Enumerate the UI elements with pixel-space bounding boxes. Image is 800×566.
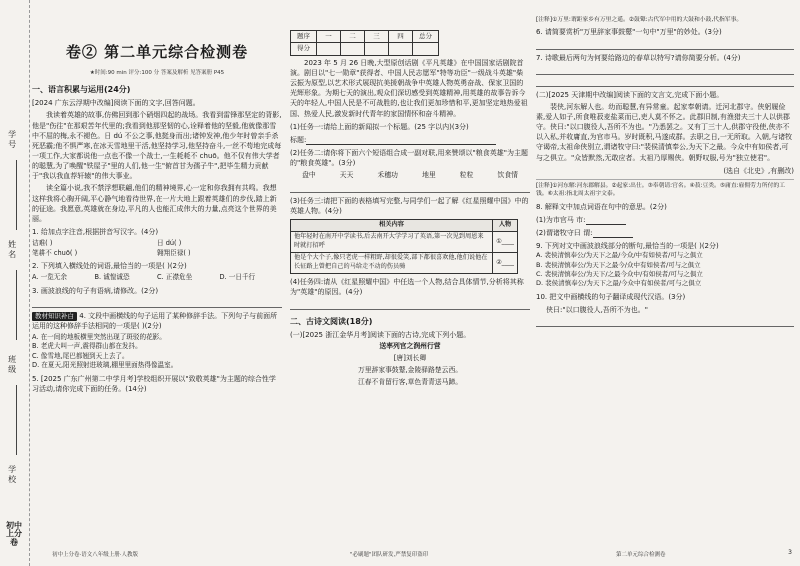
score-header: 二	[341, 31, 365, 43]
question-5: 5. [2025 广东广州第二中学月考]学校组织开展以"致敬英雄"为主题的综合性学习活动,请你完成下面的任务。(14分)	[32, 374, 276, 393]
table-cell: 他年轻时在南开中学读书,后去南开大学学习了英语,第一次见到周恩来时就打招呼	[291, 232, 493, 253]
poem-intro: (一)[2025 浙江金华月考]阅读下面的古诗,完成下列小题。	[290, 331, 471, 340]
word: 盘中	[302, 171, 316, 180]
binding-line	[16, 160, 17, 230]
question-4-wrap	[32, 311, 282, 332]
passage-intro: [2024 广东云浮期中改编]阅读下面的文字,回答问题。	[32, 99, 200, 108]
option-b[interactable]: B. 老虎大叫一声,震得群山都在发抖。	[32, 342, 142, 351]
classical-notes: [注释]①河东解:河东郡解县。②起家:出仕。③奉朝请:官名。④菽:豆类。⑤庸直:雇佣劳力所付的工钱。⑥太祖:指北周太祖宇文泰。	[536, 179, 794, 199]
q10-sentence: 侠曰:"以口腹役人,吾所不为也。"	[546, 305, 649, 314]
answer-line[interactable]	[290, 183, 530, 193]
score-cell[interactable]	[365, 43, 389, 55]
middle-footer: "必刷题"团队研发,严禁复印盗印	[350, 552, 429, 559]
exam-meta: ★时间:90 min 评分:100 分 答案及解析 见答案册 P45	[89, 69, 225, 76]
word: 禾穗功	[377, 171, 398, 180]
option-c[interactable]: C. 正襟危坐	[157, 273, 193, 282]
word: 饮食情	[497, 171, 518, 180]
option-d[interactable]: D. 裴侯清慎奉公/为天下之最/今众中有如侯者/可与之俱立	[536, 279, 702, 288]
table-cell: 他是个大个子,像只老虎一样粗野,却很爱笑,部下都很喜欢他,他们说他在长征路上曾把自己的马给走不动的伤员骑	[291, 253, 493, 274]
option-c[interactable]: C. 像雪地,尾巴都翘到天上去了。	[32, 351, 129, 360]
poem-line: 江春不肯留行客,草色青青送马蹄。	[357, 377, 463, 386]
score-row-label: 得分	[291, 43, 317, 55]
brand-logo: 初中上分卷	[6, 520, 22, 548]
option-d[interactable]: D. 在夏天,阳光照射进玻璃,棚里里面热得像温室。	[32, 361, 178, 370]
exam-title: 卷② 第二单元综合检测卷	[65, 43, 249, 61]
score-header: 总分	[413, 31, 439, 43]
news-paragraph: 2023 年 5 月 26 日晚,大型原创话剧《平凡英雄》在中国国家话剧院首演。剧目以"七一勋章"获得者、中国人民志愿军"特等功臣"一级战斗英雄"柴云振为原型,以艺术形式展现抗美援朝战争中英雄人物英勇奋战、保家卫国的光辉形象。为期七天的演出,观众们深切感受到英雄精神,用英雄的故事告诉今天的年轻人,中国人民是不可战胜的,也让我们更加珍惜和平,更加坚定地热爱祖国、热爱人民,激发新时代青年的家国情怀和奋斗精神。	[290, 58, 528, 118]
hero-table	[290, 219, 518, 274]
answer-blank[interactable]	[306, 137, 496, 145]
score-cell[interactable]	[341, 43, 365, 55]
classical-intro: (二)[2025 天津期中改编]阅读下面的文言文,完成下面小题。	[536, 90, 724, 99]
passage-paragraph: 读全篇小说,我不禁浮想联翩,他们的精神境界,心一定和你我拥有共鸣。我想这样我将心胸开阔,平心静气地看待世界,在一片大地上跟着英雄们的步伐,踏上新的征途。我愿意,英雄就在身边,平凡的人也能汇成伟大的力量,点亮这个世界的美丽。	[32, 184, 277, 223]
question-3: 3. 画波浪线的句子有语病,请修改。(2分)	[32, 286, 159, 295]
question-7: 7. 诗歌最后两句为何要给路边的春草以特写?请你简要分析。(4分)	[536, 53, 741, 62]
question-4: 4. 文段中画横线的句子运用了某种修辞手法。下列句子与前面所运用的这种修辞手法相同的一项是( )(2分)	[32, 312, 278, 331]
binding-line	[16, 270, 17, 340]
score-header: 一	[317, 31, 341, 43]
left-footer: 初中上分卷·语文八年级上册·人教版	[52, 552, 138, 559]
binding-label-id: 学号	[7, 130, 17, 150]
option-b[interactable]: B. 裴侯清慎奉公/为天下之最今/众中有如侯者/可与之俱立	[536, 260, 701, 269]
answer-blank[interactable]	[593, 230, 633, 238]
q4-options	[32, 333, 282, 371]
section-heading: 二、古诗文阅读(18分)	[290, 316, 373, 326]
answer-line[interactable]	[290, 300, 530, 310]
option-b[interactable]: B. 诚惶诚恐	[94, 273, 130, 282]
table-answer-cell[interactable]: ②____	[493, 253, 518, 274]
table-row	[291, 253, 518, 274]
q1-item[interactable]: 日 dú( )	[157, 239, 182, 248]
question-8: 8. 解释文中加点词语在句中的意思。(2分)	[536, 202, 667, 211]
couplet-words	[290, 171, 530, 181]
binding-margin	[0, 0, 30, 566]
answer-line[interactable]	[536, 40, 794, 50]
question-1: 1. 给加点字注音,根据拼音写汉字。(4分)	[32, 228, 159, 236]
textbook-tag: 教材知识补白	[32, 312, 77, 321]
question-6: 6. 请简要赏析"万里辞家事鼓鼙"一句中"万里"的妙处。(3分)	[536, 28, 722, 37]
score-header: 题序	[291, 31, 317, 43]
binding-label-school: 学校	[7, 465, 17, 485]
section-heading: 一、语言积累与运用(24分)	[32, 84, 131, 94]
classical-passage: 裴侠,河东解人也。幼而聪慧,有异常童。起家奉朝请。迁河北郡守。侠躬履俭素,爱人如子,所食唯菽麦盐菜而已,吏人莫不怀之。此郡旧制,有渔猎夫三十人以供郡守。侠曰:"以口腹役人,吾所不为也。"乃悉罢之。又有丁三十人,供郡守役使,侠亦不以入私,并收庸直,为官市马。岁时既积,马遂成群。去职之日,一无所取。入朝,与诸牧守谒帝,太祖命侠别立,谓诸牧守曰:"裴侯清慎奉公,为天下之最。今众中有如侯者,可与之俱立。"众皆默然,无敢应者。太祖乃厚赐侠。朝野叹服,号为"独立使君"。	[536, 102, 793, 162]
score-cell[interactable]	[413, 43, 439, 55]
score-table	[290, 30, 439, 56]
answer-line[interactable]	[536, 65, 794, 75]
question-10: 10. 把文中画横线的句子翻译成现代汉语。(3分)	[536, 292, 686, 301]
page-number: 3	[788, 549, 792, 557]
table-header: 相关内容	[291, 220, 493, 232]
task-1-line: 标题:	[290, 135, 530, 145]
task-1: (1)任务一:请给上面的新闻拟一个标题。(25 字以内)(3分)	[290, 122, 469, 131]
classical-source: (选自《北史》,有删改)	[723, 166, 794, 175]
binding-label-name: 姓名	[7, 240, 17, 260]
score-header: 四	[389, 31, 413, 43]
option-a[interactable]: A. 裴侯清慎奉公/为天下之最/今众/中有如侯者/可与之俱立	[536, 251, 703, 260]
left-column	[32, 0, 282, 566]
task-2: (2)任务二:请你将下面六个短语组合成一副对联,用来赞颂以"粮食英雄"为主题的"粮食英雄"。(3分)	[290, 148, 528, 168]
word: 粒粒	[459, 171, 474, 180]
q8-item: (2)谓诸牧守曰 谓:	[536, 228, 794, 238]
question-2: 2. 下列填入横线处的词语,最恰当的一项是( )(2分)	[32, 262, 187, 271]
right-column	[536, 0, 794, 566]
word: 地里	[422, 171, 436, 180]
q1-item[interactable]: 笔耕不 chuō( )	[32, 248, 78, 257]
poem-notes: [注释]①万里:谓距家乡有万里之遥。②鼓鼙:古代军中用的大鼓和小鼓,代指军事。	[536, 17, 743, 23]
table-header: 人物	[493, 220, 518, 232]
q1-item[interactable]: 翱翔臣禄( )	[157, 248, 191, 257]
binding-line	[16, 385, 17, 455]
q1-items	[32, 239, 282, 258]
task-4: (4)任务四:请从《红星照耀中国》中任选一个人物,结合具体情节,分析将其称为"英雄"的原因。(4分)	[290, 278, 524, 297]
q9-options	[536, 251, 794, 289]
option-a[interactable]: A. 在一间的地板横里突然出现了斑驳的花影。	[32, 332, 166, 341]
answer-line[interactable]	[32, 298, 282, 308]
binding-label-class: 班级	[7, 355, 17, 375]
table-answer-cell[interactable]: ①____	[493, 232, 518, 253]
poem-author: [唐]刘长卿	[393, 354, 427, 363]
question-9: 9. 下列对文中画波浪线部分的断句,最恰当的一项是( )(2分)	[536, 242, 719, 250]
poem-title: 送率列官之润州行营	[379, 342, 441, 351]
right-footer: 第二单元综合检测卷	[616, 552, 666, 559]
answer-blank[interactable]	[586, 217, 626, 225]
score-cell[interactable]	[317, 43, 341, 55]
score-cell[interactable]	[389, 43, 413, 55]
option-a[interactable]: A. 一览无余	[32, 273, 67, 282]
answer-line[interactable]	[536, 77, 794, 87]
option-d[interactable]: D. 一日千行	[219, 273, 256, 282]
score-header: 三	[365, 31, 389, 43]
middle-column	[290, 0, 530, 566]
q1-item[interactable]: 诘难( )	[32, 239, 53, 248]
table-row	[291, 232, 518, 253]
passage-paragraph: 我读着英雄的故事,仿佛回到那个硝烟四起的战场。我看到雷锋那坚定的背影,他是"伤往"在那艰苦年代里的;我看到他那坚韧的心,诠释着他的坚毅,他就像那雪中不屈的梅,永不褪色。日 dú 不公之事,他挺身而出;诸钟发神,他少年时曾亲手杀死恶霸;他不惧严寒,在冰天雪地里干活,他坚持学习,他坚持奋斗,一丝不苟地完成每一项工作,大家都说他一点也不像一个战士,一生耗耗不 chuō。他不仅有伟大学者的聪慧,为了唤醒"铁屋子"里的人们,他一生"俯首甘为孺子牛",把毕生精力贡献于"我以我血荐轩辕"的伟大事业。	[32, 111, 282, 181]
word: 天天	[339, 171, 354, 180]
q8-item: (1)为市官马 市:	[536, 215, 794, 225]
poem-line: 万里辞家事鼓鼙,金陵驿路楚云西。	[357, 366, 463, 374]
option-c[interactable]: C. 裴侯清慎奉公/为天下/之最今众中/有如侯者/可与之俱立	[536, 269, 703, 278]
task-3: (3)任务三:请把下面的表格填写完整,与同学们一起了解《红星照耀中国》中的英雄人物。(4分)	[290, 197, 529, 216]
answer-line[interactable]	[536, 317, 794, 327]
q2-options	[32, 273, 282, 283]
